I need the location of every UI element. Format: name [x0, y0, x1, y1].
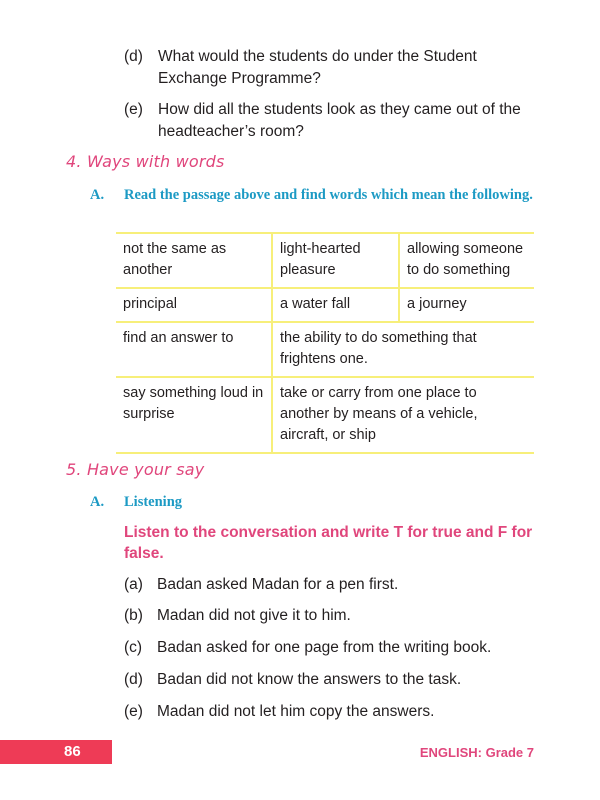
item-label: (e) [124, 703, 143, 720]
table-cell: allowing someone to do something [399, 233, 534, 288]
item-text: Madan did not give it to him. [157, 607, 351, 624]
listening-instruction: Listen to the conversation and write T for true and F for false. [124, 524, 533, 562]
question-e [124, 99, 544, 143]
item-label: (d) [124, 671, 143, 688]
item-text: Madan did not let him copy the answers. [157, 703, 435, 720]
table-cell: principal [116, 288, 272, 322]
list-item [124, 703, 434, 721]
item-label: (b) [124, 607, 143, 624]
list-item [124, 639, 491, 657]
subsection-letter: A. [90, 187, 105, 203]
question-label: (d) [124, 48, 143, 65]
table-cell: a water fall [272, 288, 399, 322]
list-item [124, 576, 398, 594]
question-text-line1: What would the students do under the Student [158, 48, 477, 65]
item-label: (a) [124, 576, 143, 593]
item-text: Badan asked for one page from the writing book. [157, 639, 492, 656]
item-label: (c) [124, 639, 143, 656]
table-cell: light-hearted pleasure [272, 233, 399, 288]
question-d [124, 46, 544, 90]
subsection-letter: A. [90, 494, 105, 510]
question-text-line2: headteacher’s room? [158, 123, 304, 140]
page-number-bar [0, 740, 112, 764]
word-meaning-table [116, 232, 534, 454]
table-cell: take or carry from one place to another by means of a vehicle, aircraft, or ship [272, 377, 534, 453]
list-item [124, 607, 351, 625]
page-number: 86 [64, 743, 81, 760]
table-cell: the ability to do something that frightens one. [272, 322, 534, 377]
table-cell: not the same as another [116, 233, 272, 288]
table-cell: find an answer to [116, 322, 272, 377]
subsection-instruction: Read the passage above and find words which mean the following. [124, 187, 533, 203]
table-row [116, 288, 534, 322]
question-text-line1: How did all the students look as they came out of the [158, 101, 521, 118]
section-heading-ways-with-words: 4. Ways with words [66, 152, 225, 171]
list-item [124, 671, 461, 689]
table-row [116, 377, 534, 453]
subsection-title-listening: Listening [124, 494, 183, 510]
section-heading-have-your-say: 5. Have your say [66, 460, 205, 479]
item-text: Badan did not know the answers to the task. [157, 671, 462, 688]
book-title: ENGLISH: Grade 7 [419, 745, 534, 760]
table-cell: a journey [399, 288, 534, 322]
table-cell: say something loud in surprise [116, 377, 272, 453]
table-row [116, 233, 534, 288]
item-text: Badan asked Madan for a pen first. [157, 576, 399, 593]
table-row [116, 322, 534, 377]
question-label: (e) [124, 101, 143, 118]
question-text-line2: Exchange Programme? [158, 70, 321, 87]
